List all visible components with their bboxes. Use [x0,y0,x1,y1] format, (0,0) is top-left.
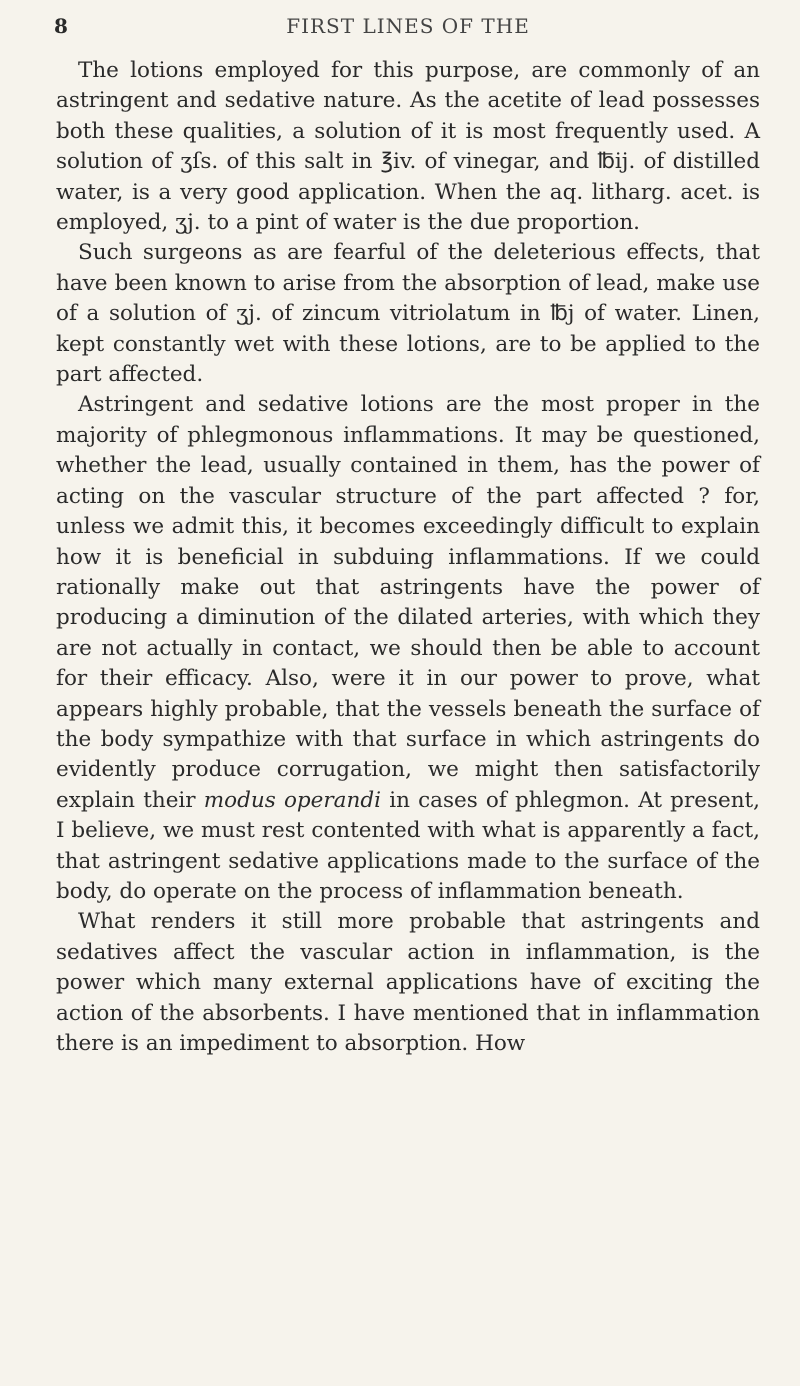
running-head [56,8,760,42]
paragraph-text-part: Astringent and sedative lotions are the most proper in the majority of phlegmonous inflammations. It may be questioned, whether the lead, usually contained in them, has the power of acting on the vascular structure of the part affected ? for, unless we admit this, it becomes exceedingly difficult to explain how it is beneficial in subduing inflammations. If we could rationally make out that astringents have the power of producing a diminution of the dilated arteries, with which they are not actually in contact, we should then be able to account for their efficacy. Also, were it in our power to prove, what appears highly probable, that the vessels beneath the surface of the body sympathize with that surface in which astringents do evidently produce corrugation, we might then satisfactorily explain their [56,392,760,813]
italic-phrase: modus operandi [203,787,381,813]
page-number: 8 [54,14,68,38]
body-text [56,56,760,1059]
running-title: FIRST LINES OF THE [286,14,530,38]
paragraph-astringent-action [56,390,760,907]
paragraph-lotions: The lotions employed for this purpose, are commonly of an astringent and sedative nature. As the acetite of lead possesses both these qualities, a solution of it is most frequently used. A solution of ʒſs. of this salt in ℥iv. of vinegar, and ℔ij. of distilled water, is a very good application. When the aq. litharg. acet. is employed, ʒj. to a pint of water is the due proportion. [56,58,760,236]
paragraph-zinc-solution: Such surgeons as are fearful of the deleterious effects, that have been known to arise from the absorption of lead, make use of a solution of ʒj. of zincum vitriolatum in ℔j of water. Linen, kept constantly wet with these lotions, are to be applied to the part affected. [56,240,760,388]
paragraph-absorbents: What renders it still more probable that astringents and sedatives affect the vascular action in inflammation, is the power which many external applications have of exciting the action of the absorbents. I have mentioned that in inflammation there is an impediment to absorption. How [56,909,760,1056]
paragraph-text-part: in cases of phlegmon. At present, I believe, we must rest contented with what is apparently a fact, that astringent sedative applications made to the surface of the body, do operate on the process of inflammation beneath. [56,787,761,904]
